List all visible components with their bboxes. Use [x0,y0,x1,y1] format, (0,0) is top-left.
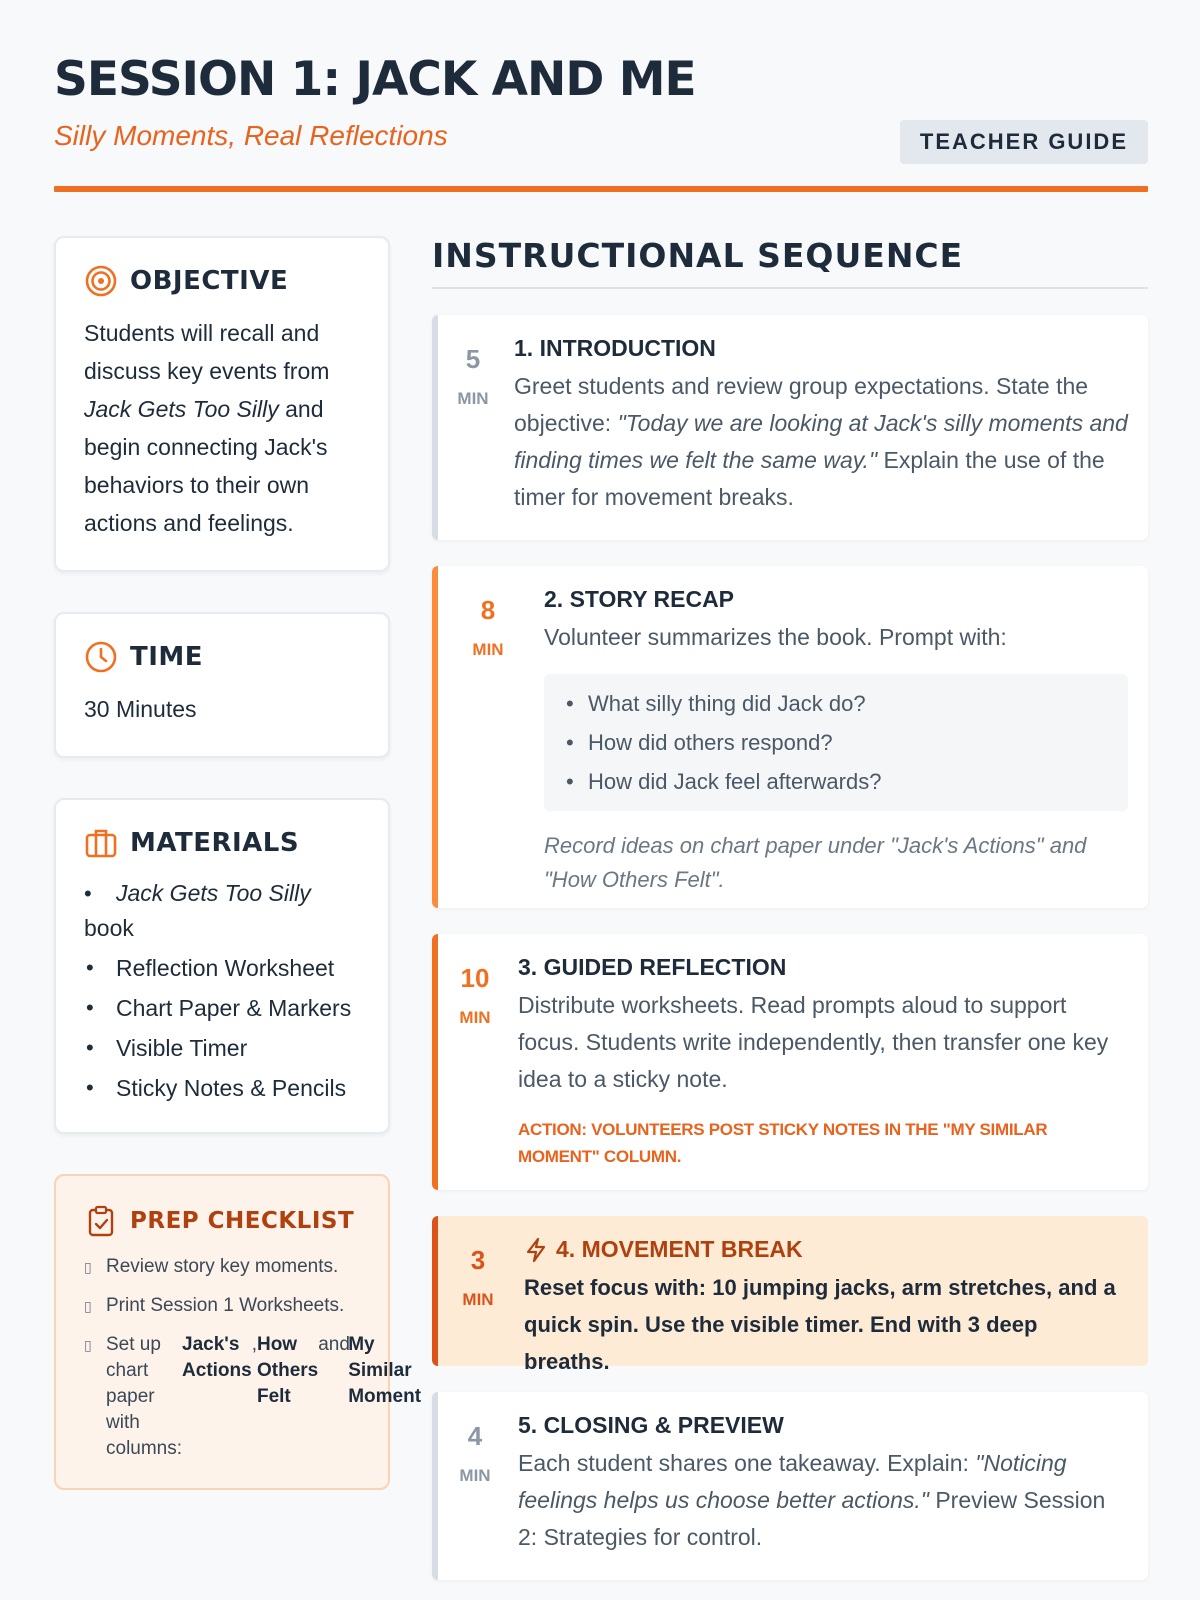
step-note: Record ideas on chart paper under "Jack's Actions" and "How Others Felt". [544,833,1087,892]
step-title: 5. CLOSING & PREVIEW [518,1412,784,1438]
prompt-item: • What silly thing did Jack do? [556,684,1112,723]
step-title: 2. STORY RECAP [544,586,735,612]
prep-column-name: How Others Felt [256,1334,319,1407]
briefcase-icon [84,826,118,860]
step-duration: 10 MIN [459,963,491,1027]
page-subtitle: Silly Moments, Real Reflections [54,120,448,151]
prep-column-name: Jack's Actions [182,1334,252,1381]
materials-item: • Visible Timer [84,1031,360,1065]
materials-item: • Chart Paper & Markers [84,991,360,1025]
prompt-list [544,674,1128,811]
step-story-recap [432,566,1148,908]
sequence-title: INSTRUCTIONAL SEQUENCE [432,236,1148,289]
materials-card [54,798,390,1134]
step-text: Volunteer summarizes the book. Prompt with: [544,624,1007,650]
teacher-guide-badge: TEACHER GUIDE [900,120,1148,164]
step-action: ACTION: VOLUNTEERS POST STICKY NOTES IN THE "MY SIMILAR MOMENT" COLUMN. [518,1120,1048,1166]
step-text: Reset focus with: 10 jumping jacks, arm stretches, and a quick spin. Use the visible timer. End with 3 deep breaths. [524,1275,1116,1374]
page-header [54,0,1148,194]
objective-text [84,314,360,542]
target-icon [84,264,118,298]
step-introduction [432,315,1148,540]
objective-card [54,236,390,572]
step-text: Greet students and review group expectations. State the objective: "Today we are looking at Jack's silly moments and finding times we felt the same way." Explain the use of the timer for movement breaks. [514,373,1128,510]
objective-text-1: Students will recall and discuss key events from [84,320,330,384]
objective-title: OBJECTIVE [130,266,289,296]
page-title: SESSION 1: JACK AND ME [54,52,696,107]
step-duration: 4 MIN [459,1421,491,1485]
lightning-icon [524,1237,548,1263]
materials-item: • Sticky Notes & Pencils [84,1071,360,1105]
lesson-page [54,0,1148,1550]
materials-list [84,876,360,1105]
prep-column-name: My Similar Moment [348,1334,422,1407]
sidebar [54,236,422,1490]
step-text: Each student shares one takeaway. Explain: "Noticing feelings helps us choose better actions." Preview Session 2: Strategies for control. [518,1450,1106,1550]
step-guided-reflection [432,934,1148,1190]
prompt-item: • How did others respond? [556,723,1112,762]
time-value: 30 Minutes [84,696,197,722]
step-title: 1. INTRODUCTION [514,335,716,361]
clipboard-check-icon [84,1204,118,1238]
time-title: TIME [130,642,204,672]
prompt-item: • How did Jack feel afterwards? [556,762,1112,801]
prep-item: ▯ Review story key moments. [84,1254,360,1280]
step-title: 4. MOVEMENT BREAK [524,1236,1128,1263]
objective-book-title: Jack Gets Too Silly [84,396,279,422]
time-card [54,612,390,758]
prep-title: PREP CHECKLIST [130,1208,355,1234]
materials-title: MATERIALS [130,828,300,858]
prep-item: ▯ Print Session 1 Worksheets. [84,1293,360,1319]
objective-text-2: and begin connecting Jack's behaviors to their own actions and feelings. [84,396,328,536]
prep-item-setup: ▯ Set up chart paper with columns: Jack's Actions , How Others Felt and My Similar Moment [84,1332,360,1462]
materials-item: • Jack Gets Too Silly book [84,876,360,945]
prep-checklist-card [54,1174,422,1490]
step-duration: 3 MIN [462,1245,494,1309]
prep-list [84,1254,422,1462]
materials-item: • Reflection Worksheet [84,951,360,985]
step-text: Distribute worksheets. Read prompts aloud to support focus. Students write independently, then transfer one key idea to a sticky note. [518,992,1109,1092]
step-movement-break [432,1216,1148,1374]
clock-icon [84,640,118,674]
step-duration: 5 MIN [457,344,489,408]
instructional-sequence [432,236,1148,1580]
step-duration: 8 MIN [472,595,504,659]
step-closing-preview [432,1392,1148,1580]
step-title: 3. GUIDED REFLECTION [518,954,787,980]
header-divider [54,186,1148,192]
